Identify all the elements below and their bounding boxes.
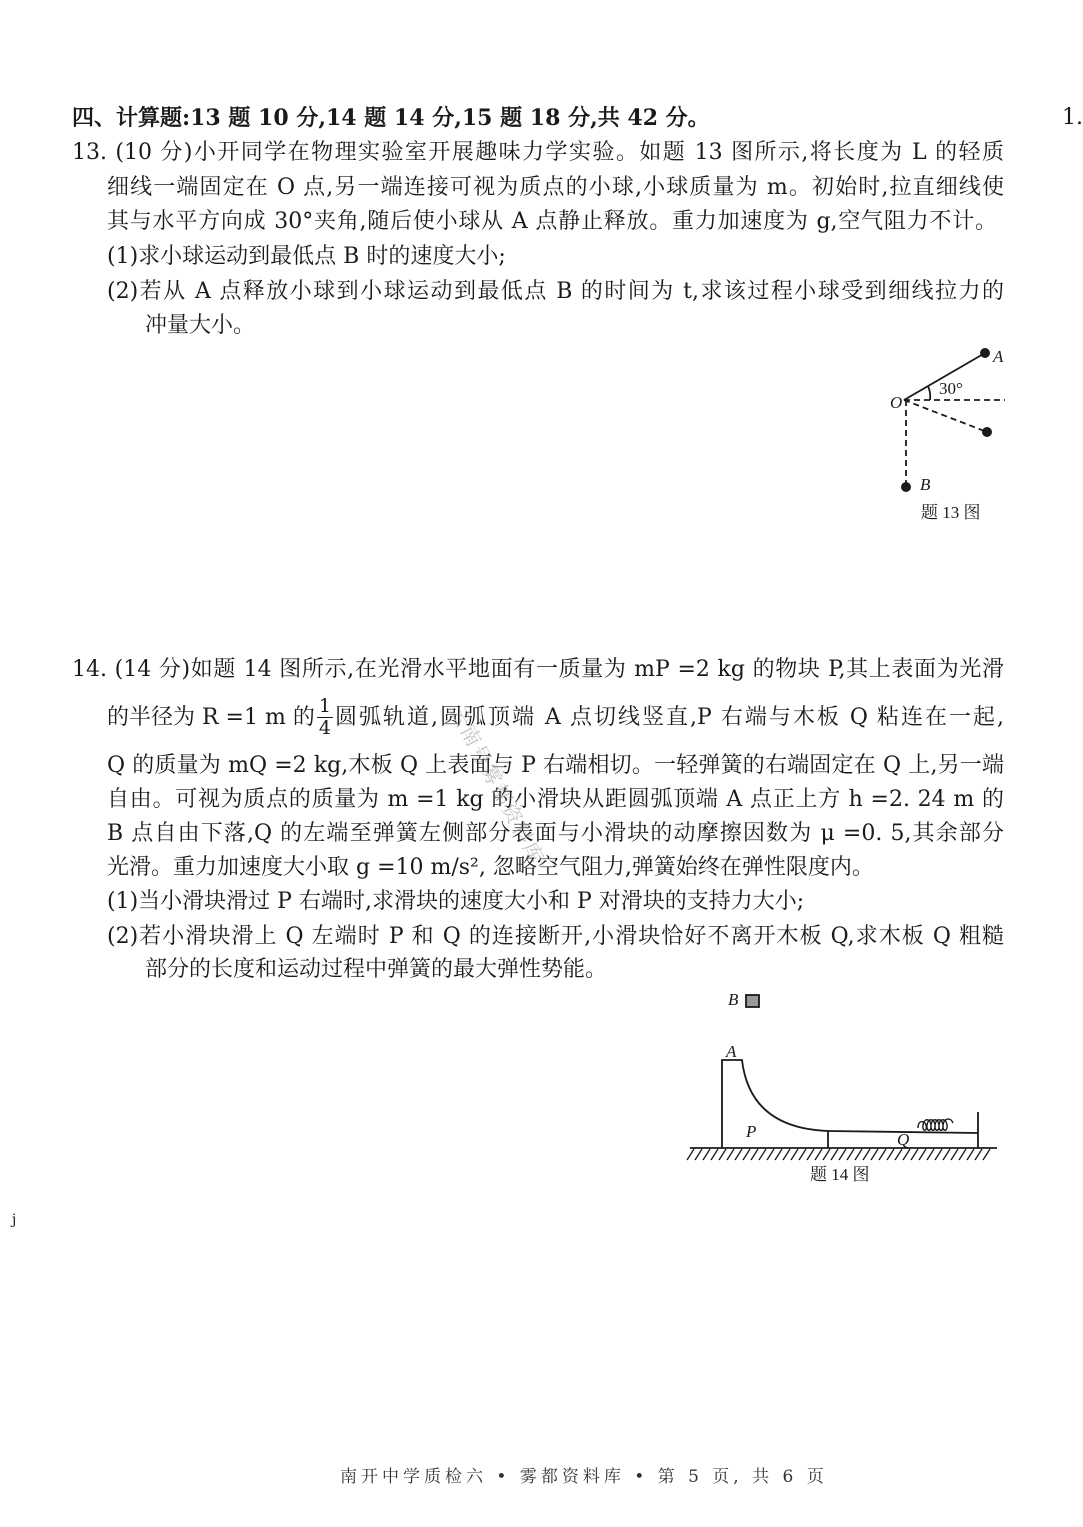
hatch-stroke (687, 1149, 694, 1160)
spring-icon (918, 1119, 953, 1130)
hatch-stroke (983, 1149, 990, 1160)
hatch-stroke (895, 1149, 902, 1160)
hatch-stroke (967, 1149, 974, 1160)
hatch-stroke (735, 1149, 742, 1160)
q13-sub2-cont: 冲量大小。 (145, 313, 256, 338)
hatch-stroke (743, 1149, 750, 1160)
ground-hatch (687, 1149, 990, 1160)
hatch-stroke (911, 1149, 918, 1160)
page-edge-mark: 1. (1062, 105, 1083, 130)
hatch-stroke (943, 1149, 950, 1160)
q13-line: 其与水平方向成 30°夹角,随后使小球从 A 点静止释放。重力加速度为 g,空气阻力不计。 (107, 209, 997, 234)
q13-line: 13. (10 分)小开同学在物理实验室开展趣味力学实验。如题 13 图所示,将长度为 L 的轻质 (72, 140, 1004, 165)
hatch-stroke (823, 1149, 830, 1160)
hatch-stroke (871, 1149, 878, 1160)
hatch-stroke (831, 1149, 838, 1160)
hatch-stroke (703, 1149, 710, 1160)
hatch-stroke (775, 1149, 782, 1160)
hatch-stroke (927, 1149, 934, 1160)
label-B: B (728, 990, 739, 1009)
figure-13-caption: 题 13 图 (921, 503, 981, 522)
hatch-stroke (863, 1149, 870, 1160)
hatch-stroke (751, 1149, 758, 1160)
q14-line: 14. (14 分)如题 14 图所示,在光滑水平地面有一质量为 mP =2 kg 的物块 P,其上表面为光滑 (72, 657, 1004, 682)
stray-mark: j (12, 1212, 17, 1228)
q14-sub2-cont: 部分的长度和运动过程中弹簧的最大弹性势能。 (145, 957, 608, 982)
q14-line2-b: 圆弧轨道,圆弧顶端 A 点切线竖直,P 右端与木板 Q 粘连在一起, (334, 704, 1004, 730)
q14-line2-a: 的半径为 R =1 m 的 (107, 704, 315, 730)
hatch-stroke (847, 1149, 854, 1160)
hatch-stroke (791, 1149, 798, 1160)
q14-line: 自由。可视为质点的质量为 m =1 kg 的小滑块从距圆弧顶端 A 点正上方 h =2. 24 m 的 (107, 787, 1004, 812)
angle-label: 30° (939, 379, 963, 398)
hatch-stroke (695, 1149, 702, 1160)
hatch-stroke (919, 1149, 926, 1160)
fraction-numerator: 1 (318, 695, 331, 717)
label-P: P (746, 1122, 757, 1141)
page-footer: 南开中学质检六 • 雾都资料库 • 第 5 页, 共 6 页 (340, 1467, 828, 1487)
hatch-stroke (975, 1149, 982, 1160)
hatch-stroke (815, 1149, 822, 1160)
q14-line: B 点自由下落,Q 的左端至弹簧左侧部分表面与小滑块的动摩擦因数为 μ =0. 5,其余部分 (107, 821, 1004, 846)
label-B: B (920, 475, 931, 494)
hatch-stroke (759, 1149, 766, 1160)
fraction-denominator: 4 (318, 717, 331, 739)
watermark: 云南号雾都资料库 (445, 701, 550, 869)
q14-line: 光滑。重力加速度大小取 g =10 m/s², 忽略空气阻力,弹簧始终在弹性限度内。 (107, 855, 874, 880)
section-header: 四、计算题:13 题 10 分,14 题 14 分,15 题 18 分,共 42 分。 (72, 105, 710, 131)
hatch-stroke (855, 1149, 862, 1160)
hatch-stroke (935, 1149, 942, 1160)
block-B (746, 995, 759, 1007)
hatch-stroke (879, 1149, 886, 1160)
label-A: A (993, 347, 1004, 366)
hatch-stroke (839, 1149, 846, 1160)
hatch-stroke (951, 1149, 958, 1160)
q13-sub1: (1)求小球运动到最低点 B 时的速度大小; (107, 244, 506, 269)
hatch-stroke (711, 1149, 718, 1160)
label-O: O (890, 393, 903, 412)
hatch-stroke (783, 1149, 790, 1160)
hatch-stroke (887, 1149, 894, 1160)
hatch-stroke (727, 1149, 734, 1160)
figure-14-caption: 题 14 图 (810, 1165, 870, 1184)
q13-line: 细线一端固定在 O 点,另一端连接可视为质点的小球,小球质量为 m。初始时,拉直细线使 (107, 175, 1004, 200)
label-A: A (726, 1042, 737, 1061)
q14-sub1: (1)当小滑块滑过 P 右端时,求滑块的速度大小和 P 对滑块的支持力大小; (107, 889, 805, 914)
q14-sub2: (2)若小滑块滑上 Q 左端时 P 和 Q 的连接断开,小滑块恰好不离开木板 Q,求木板 Q 粗糙 (107, 924, 1004, 949)
q13-sub2: (2)若从 A 点释放小球到小球运动到最低点 B 的时间为 t,求该过程小球受到细线拉力的 (107, 279, 1004, 304)
hatch-stroke (767, 1149, 774, 1160)
hatch-stroke (959, 1149, 966, 1160)
block-P (722, 1060, 828, 1148)
hatch-stroke (807, 1149, 814, 1160)
label-Q: Q (897, 1130, 910, 1149)
hatch-stroke (799, 1149, 806, 1160)
q14-line: Q 的质量为 mQ =2 kg,木板 Q 上表面与 P 右端相切。一轻弹簧的右端固定在 Q 上,另一端 (107, 753, 1004, 778)
hatch-stroke (719, 1149, 726, 1160)
hatch-stroke (903, 1149, 910, 1160)
